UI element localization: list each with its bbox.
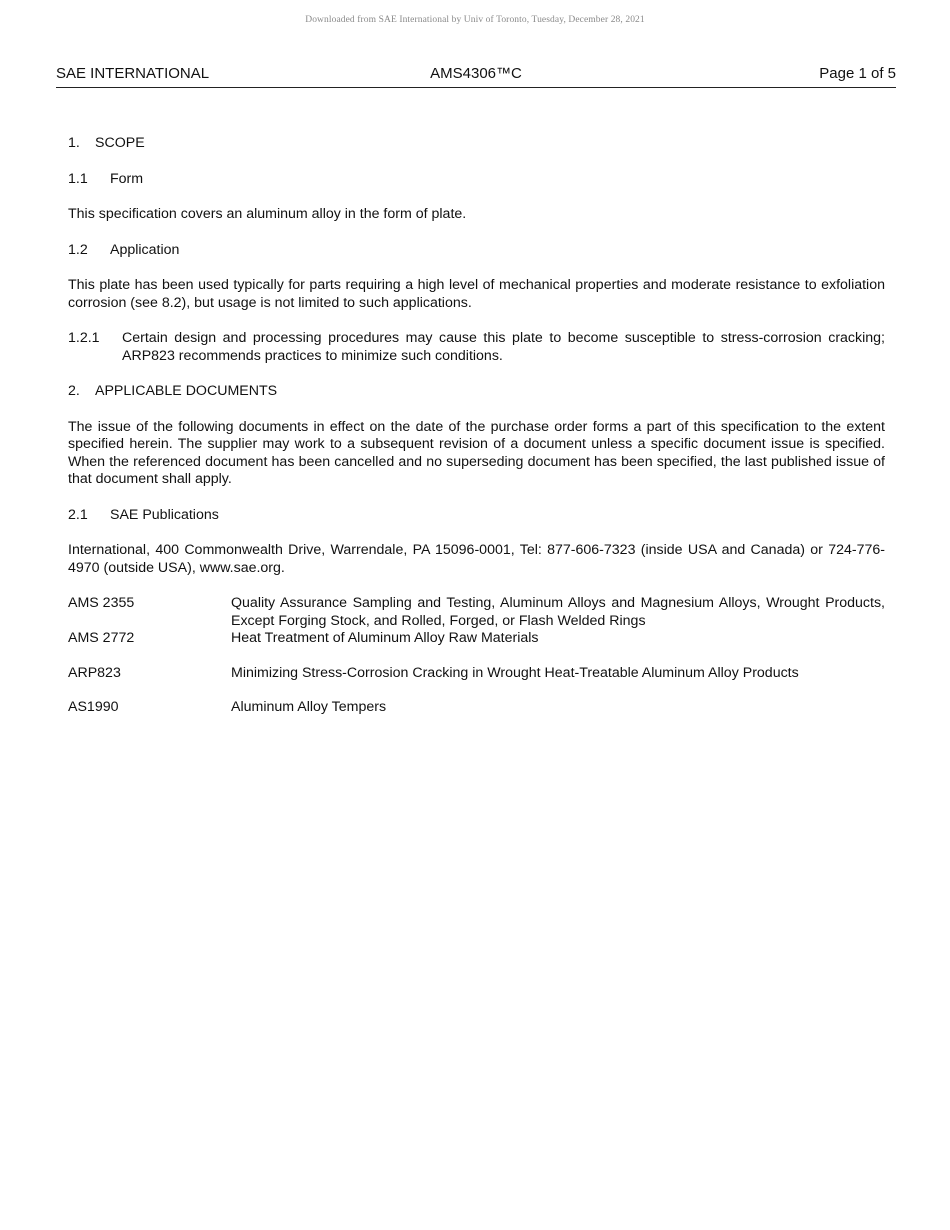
section-title: Application [110,241,180,258]
reference-code: AMS 2772 [68,630,135,646]
document-number: AMS4306™C [430,65,522,82]
section-title: SAE Publications [110,506,219,523]
section-number: 1.1 [68,170,88,187]
section-heading-applicable-documents [68,383,885,401]
section-number: 1.2.1 [68,330,100,346]
reference-row [68,630,885,648]
reference-row [68,665,885,683]
reference-code: ARP823 [68,664,121,681]
document-body [68,135,885,717]
section-number: 2. [68,383,80,399]
sae-publications-paragraph: International, 400 Commonwealth Drive, Warrendale, PA 15096-0001, Tel: 877-606-7323 (inside USA and Canada) or 724-776-4970 (outside USA), www.sae.org. [68,542,885,576]
reference-code: AMS 2355 [68,595,135,611]
publisher-name: SAE INTERNATIONAL [56,65,210,82]
section-number: 1.2 [68,241,88,258]
reference-title: Quality Assurance Sampling and Testing, Aluminum Alloys and Magnesium Alloys, Wrought Products, Except Forging Stock, and Rolled, Forged, or Flash Welded Rings [231,595,885,629]
application-note-text: Certain design and processing procedures may cause this plate to become susceptible to stress-corrosion cracking; ARP823 recommends practices to minimize such conditions. [122,330,885,364]
applicable-documents-paragraph: The issue of the following documents in effect on the date of the purchase order forms a part of this specification to the extent specified herein. The supplier may work to a subsequent revision of a document unless a specific document issue is specified. When the referenced document has been cancelled and no superseding document has been specified, the last published issue of that document shall apply. [68,418,885,487]
reference-title: Heat Treatment of Aluminum Alloy Raw Materials [231,630,539,646]
reference-code: AS1990 [68,699,119,715]
reference-title: Minimizing Stress-Corrosion Cracking in Wrought Heat-Treatable Aluminum Alloy Products [231,664,799,681]
section-heading-scope [68,135,885,153]
section-heading-application [68,242,885,260]
application-note [68,330,885,365]
reference-row [68,699,885,717]
section-heading-form [68,171,885,189]
section-heading-sae-publications [68,507,885,525]
page-number: Page 1 of 5 [819,65,896,82]
section-title: SCOPE [95,135,145,151]
reference-title: Aluminum Alloy Tempers [231,699,387,715]
form-paragraph: This specification covers an aluminum alloy in the form of plate. [68,206,467,222]
download-watermark: Downloaded from SAE International by Univ of Toronto, Tuesday, December 28, 2021 [305,15,645,25]
section-title: Form [110,170,144,187]
reference-row [68,595,885,630]
page-header [56,65,896,88]
section-number: 1. [68,135,80,151]
section-title: APPLICABLE DOCUMENTS [95,383,278,399]
section-number: 2.1 [68,506,88,523]
application-paragraph: This plate has been used typically for parts requiring a high level of mechanical properties and moderate resistance to exfoliation corrosion (see 8.2), but usage is not limited to such applications. [68,277,885,311]
